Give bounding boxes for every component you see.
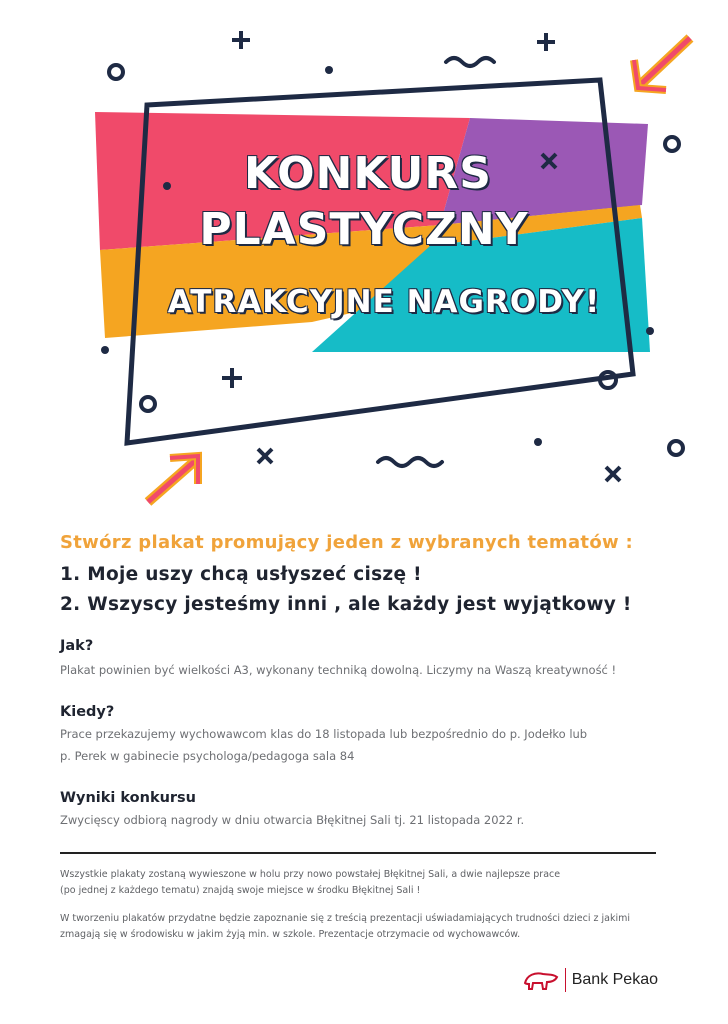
- footer-p1-line2: (po jednej z każdego tematu) znajdą swoje miejsce w środku Błękitnej Sali !: [60, 885, 421, 896]
- jak-heading: Jak?: [60, 638, 94, 654]
- footer-p2-line2: zmagają się w środowisku w jakim żyją min. w szkole. Prezentacje otrzymacie od wychowawców.: [60, 929, 521, 940]
- arrow-top-right-icon: [634, 38, 690, 90]
- title-line-2: PLASTYCZNY: [199, 204, 529, 255]
- kiedy-line-2: p. Perek w gabinecie psychologa/pedagoga sala 84: [60, 749, 355, 763]
- arrow-bottom-left-icon: [148, 456, 198, 502]
- bison-logo-icon: [523, 969, 559, 991]
- logo-separator: [565, 968, 566, 992]
- wyniki-heading: Wyniki konkursu: [60, 790, 197, 806]
- topic-2: 2. Wszyscy jesteśmy inni , ale każdy jest wyjątkowy !: [60, 594, 632, 615]
- title-line-1: KONKURS: [244, 148, 492, 199]
- title-line-3: ATRAKCYJNE NAGRODY!: [167, 284, 601, 320]
- lead-text: Stwórz plakat promujący jeden z wybranych tematów :: [60, 532, 634, 553]
- bank-name: Bank Pekao: [571, 971, 658, 988]
- kiedy-heading: Kiedy?: [60, 704, 115, 720]
- footer-p1-line1: Wszystkie plakaty zostaną wywieszone w holu przy nowo powstałej Błękitnej Sali, a dwie najlepsze prace: [60, 869, 561, 880]
- wyniki-text: Zwycięscy odbiorą nagrody w dniu otwarcia Błękitnej Sali tj. 21 listopada 2022 r.: [60, 813, 525, 827]
- bank-pekao-logo: [523, 968, 658, 992]
- footer-p2-line1: W tworzeniu plakatów przydatne będzie zapoznanie się z treścią prezentacji uświadamiających trudności dzieci z jakimi: [60, 913, 630, 924]
- kiedy-line-1: Prace przekazujemy wychowawcom klas do 18 listopada lub bezpośrednio do p. Jodełko lub: [60, 727, 588, 741]
- topic-1: 1. Moje uszy chcą usłyszeć ciszę !: [60, 564, 422, 585]
- jak-text: Plakat powinien być wielkości A3, wykonany techniką dowolną. Liczymy na Waszą kreatywność !: [60, 663, 617, 677]
- divider-line: [60, 852, 656, 854]
